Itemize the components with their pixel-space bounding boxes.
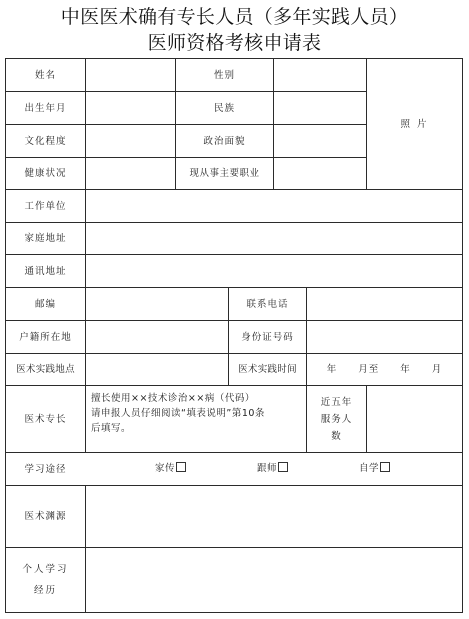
mail-address-field[interactable] — [86, 255, 462, 287]
option-mentor-label: 跟师 — [257, 463, 278, 474]
specialty-note-line3: 后填写。 — [91, 423, 132, 434]
name-field[interactable] — [86, 59, 175, 91]
lineage-label: 医术渊源 — [24, 511, 67, 522]
practice-place-field[interactable] — [86, 354, 228, 385]
lineage-field[interactable] — [86, 486, 462, 547]
occupation-label: 现从事主要职业 — [189, 168, 260, 179]
form-title-line1: 中医医术确有专长人员（多年实践人员） — [60, 6, 409, 28]
household-field[interactable] — [86, 321, 228, 353]
option-self-checkbox[interactable] — [380, 462, 390, 472]
household-label: 户籍所在地 — [19, 331, 72, 343]
specialty-label: 医术专长 — [24, 413, 67, 425]
option-family[interactable] — [155, 461, 186, 476]
practice-place-label: 医术实践地点 — [16, 364, 75, 375]
application-form-table — [5, 58, 463, 613]
id-number-field[interactable] — [307, 321, 462, 353]
option-self-label: 自学 — [359, 463, 380, 474]
education-label: 文化程度 — [24, 135, 67, 147]
name-label: 姓名 — [34, 69, 56, 81]
option-self[interactable] — [359, 461, 390, 476]
health-label: 健康状况 — [24, 168, 67, 179]
form-title-line2: 医师资格考核申请表 — [147, 32, 322, 54]
politics-field[interactable] — [274, 125, 366, 157]
practice-time-label: 医术实践时间 — [238, 364, 297, 375]
mail-address-label: 通讯地址 — [24, 265, 67, 277]
gender-field[interactable] — [274, 59, 366, 91]
option-family-label: 家传 — [155, 463, 176, 474]
service-count-label: 近五年服务人数 — [320, 396, 353, 442]
work-unit-label: 工作单位 — [24, 200, 67, 212]
option-family-checkbox[interactable] — [176, 462, 186, 472]
specialty-note[interactable] — [91, 391, 303, 436]
ethnicity-field[interactable] — [274, 92, 366, 124]
occupation-field[interactable] — [274, 158, 366, 189]
home-address-field[interactable] — [86, 223, 462, 254]
id-number-label: 身份证号码 — [241, 331, 294, 343]
form-line — [5, 612, 463, 613]
health-field[interactable] — [86, 158, 175, 189]
option-mentor[interactable] — [257, 461, 288, 476]
postcode-label: 邮编 — [34, 298, 56, 310]
service-count-field[interactable] — [367, 386, 462, 452]
form-line — [85, 385, 86, 452]
specialty-note-line2: 请申报人员仔细阅读“填表说明”第10条 — [91, 408, 265, 419]
study-history-field[interactable] — [86, 548, 462, 612]
study-path-label: 学习途径 — [24, 463, 67, 475]
option-mentor-checkbox[interactable] — [278, 462, 288, 472]
phone-field[interactable] — [307, 288, 462, 320]
home-address-label: 家庭地址 — [24, 233, 67, 244]
photo-box[interactable]: 照 片 — [400, 118, 429, 130]
birth-label: 出生年月 — [24, 102, 67, 114]
ethnicity-label: 民族 — [213, 102, 235, 114]
politics-label: 政治面貌 — [203, 135, 246, 147]
phone-label: 联系电话 — [246, 298, 289, 310]
form-line — [462, 58, 463, 613]
study-history-label: 个人学习经历 — [22, 564, 69, 596]
work-unit-field[interactable] — [86, 190, 462, 222]
specialty-note-line1: 擅长使用××技术诊治××病（代码） — [91, 393, 255, 404]
postcode-field[interactable] — [86, 288, 228, 320]
practice-time-field[interactable]: 年 月至 年 月 — [326, 364, 443, 375]
gender-label: 性别 — [213, 69, 235, 81]
birth-field[interactable] — [86, 92, 175, 124]
education-field[interactable] — [86, 125, 175, 157]
